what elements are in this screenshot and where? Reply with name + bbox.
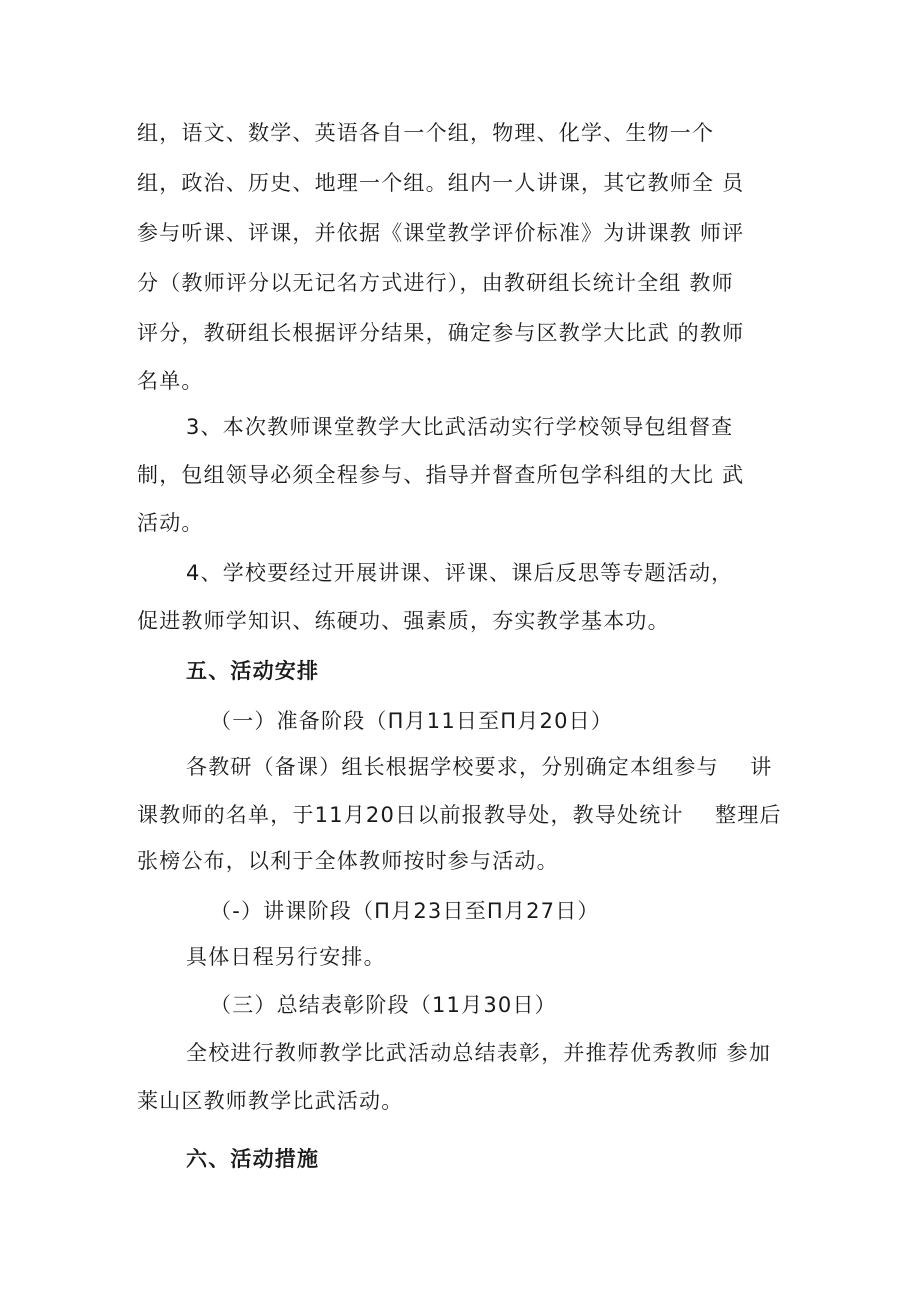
- paragraph-line: 4、学校要经过开展讲课、评课、课后反思等专题活动，: [186, 561, 734, 585]
- paragraph-line: 组，语文、数学、英语各自一个组，物理、化学、生物一个: [137, 121, 715, 145]
- paragraph-line: 参与听课、评课，并依据《课堂教学评价标准》为讲课教 师评: [137, 221, 745, 245]
- section-heading: 五、活动安排: [186, 659, 320, 683]
- section-heading: 六、活动措施: [186, 1147, 320, 1171]
- paragraph-line: 3、本次教师课堂教学大比武活动实行学校领导包组督查: [186, 415, 734, 439]
- paragraph-line: 制，包组领导必须全程参与、指导并督查所包学科组的大比 武: [137, 463, 745, 487]
- subsection-heading: （-）讲课阶段（П月23日至П月27日）: [210, 899, 600, 923]
- paragraph-line: 活动。: [137, 511, 204, 535]
- subsection-heading: （三）总结表彰阶段（11月30日）: [210, 993, 557, 1017]
- paragraph-line: 组，政治、历史、地理一个组。组内一人讲课，其它教师全 员: [137, 171, 745, 195]
- paragraph-line: 具体日程另行安排。: [186, 945, 386, 969]
- paragraph-line: 莱山区教师教学比武活动。: [137, 1089, 404, 1113]
- paragraph-line: 课教师的名单，于11月20日以前报教导处，教导处统计 整理后: [137, 803, 782, 827]
- paragraph-line: 全校进行教师教学比武活动总结表彰，并推荐优秀教师 参加: [186, 1041, 772, 1065]
- paragraph-line: 各教研（备课）组长根据学校要求，分别确定本组参与 讲: [186, 755, 773, 779]
- paragraph-line: 名单。: [137, 369, 204, 393]
- subsection-heading: （一）准备阶段（П月11日至П月20日）: [210, 709, 614, 733]
- paragraph-line: 分（教师评分以无记名方式进行），由教研组长统计全组 教师: [137, 271, 734, 295]
- paragraph-line: 张榜公布，以利于全体教师按时参与活动。: [137, 849, 559, 873]
- paragraph-line: 评分，教研组长根据评分结果，确定参与区教学大比武 的教师: [137, 321, 745, 345]
- paragraph-line: 促进教师学知识、练硬功、强素质，夯实教学基本功。: [137, 609, 670, 633]
